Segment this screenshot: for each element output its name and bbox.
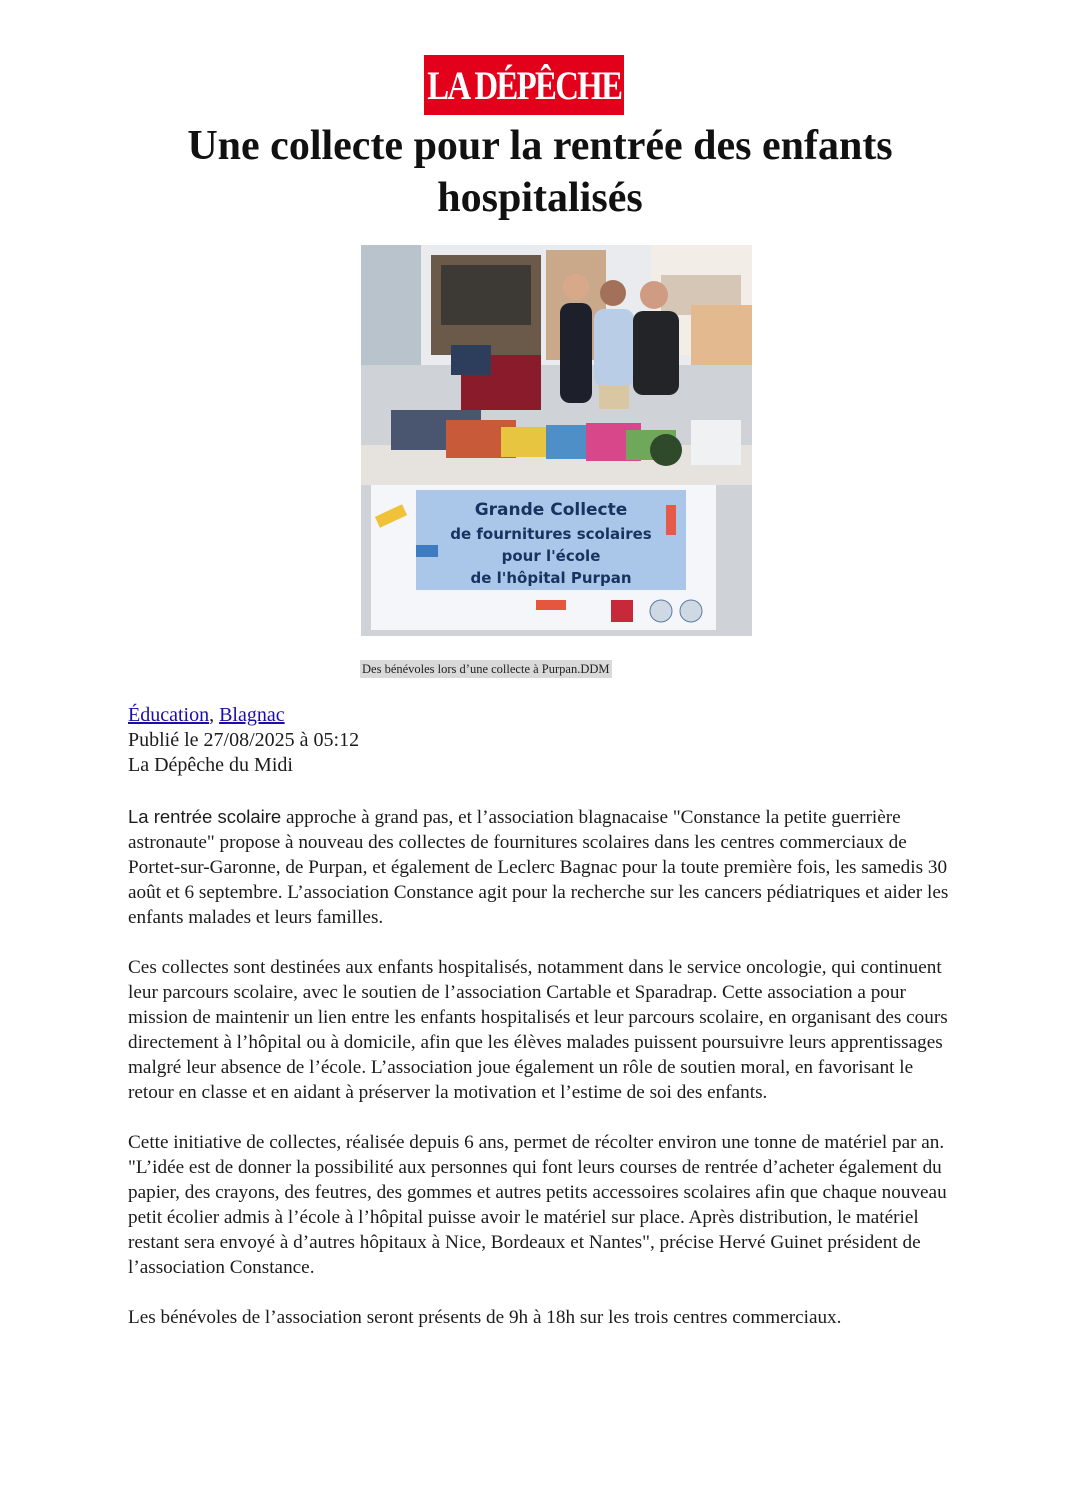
article-source: La Dépêche du Midi: [128, 754, 293, 776]
article-title: Une collecte pour la rentrée des enfants hospitalisés: [187, 123, 893, 221]
article-tags: Éducation, Blagnac: [128, 704, 285, 726]
banner-line-1: Grande Collecte: [474, 500, 628, 520]
publish-date: Publié le 27/08/2025 à 05:12: [128, 729, 360, 751]
banner-line-2: de fournitures scolaires: [450, 525, 652, 543]
banner-line-4: de l'hôpital Purpan: [470, 569, 632, 587]
paragraph-1: La rentrée scolaire approche à grand pas, et l’association blagnacaise "Constance la petite guerrière astronaute" propose à nouveau des collectes de fournitures scolaires dans les centres commerciaux de Portet-sur-Garonne, de Purpan, et également de Leclerc Bagnac pour la toute première fois, les samedis 30 août et 6 septembre. L’association Constance agit pour la recherche sur les cancers pédiatriques et aider les enfants malades et leurs familles.: [128, 806, 949, 928]
paragraph-3: Cette initiative de collectes, réalisée depuis 6 ans, permet de récolter environ une tonne de matériel par an. "L’idée est de donner la possibilité aux personnes qui font leurs courses de rentrée d’acheter également du papier, des crayons, des feutres, des gommes et autres petits accessoires scolaires afin que chaque nouveau petit écolier admis à l’école à l’hôpital puisse avoir le matériel sur place. Après distribution, le matériel restant sera envoyé à d’autres hôpitaux à Nice, Bordeaux et Nantes", précise Hervé Guinet président de l’association Constance.: [128, 1132, 947, 1278]
article-photo: [361, 245, 752, 636]
article-body: [128, 804, 958, 1355]
paragraph-4: Les bénévoles de l’association seront présents de 9h à 18h sur les trois centres commerciaux.: [128, 1307, 842, 1328]
photo-caption: Des bénévoles lors d’une collecte à Purpan.DDM: [362, 662, 610, 676]
tag-blagnac-link[interactable]: Blagnac: [219, 704, 285, 726]
banner-line-3: pour l'école: [501, 547, 601, 565]
tag-education-link[interactable]: Éducation: [128, 704, 210, 726]
paragraph-2: Ces collectes sont destinées aux enfants hospitalisés, notamment dans le service oncologie, qui continuent leur parcours scolaire, avec le soutien de l’association Cartable et Sparadrap. Cette association a pour mission de maintenir un lien entre les enfants hospitalisés et leur parcours scolaire, en organisant des cours directement à l’hôpital ou à domicile, afin que les élèves malades puissent poursuivre leurs apprentissages malgré leur absence de l’école. L’association joue également un rôle de soutien moral, en favorisant le retour en classe et en aidant à préserver la motivation et l’estime de soi des enfants.: [128, 957, 948, 1103]
collecte-photo-illustration: [361, 245, 752, 636]
article-meta: [128, 728, 359, 778]
la-depeche-logo: LA DÉPÊCHE: [424, 55, 624, 115]
